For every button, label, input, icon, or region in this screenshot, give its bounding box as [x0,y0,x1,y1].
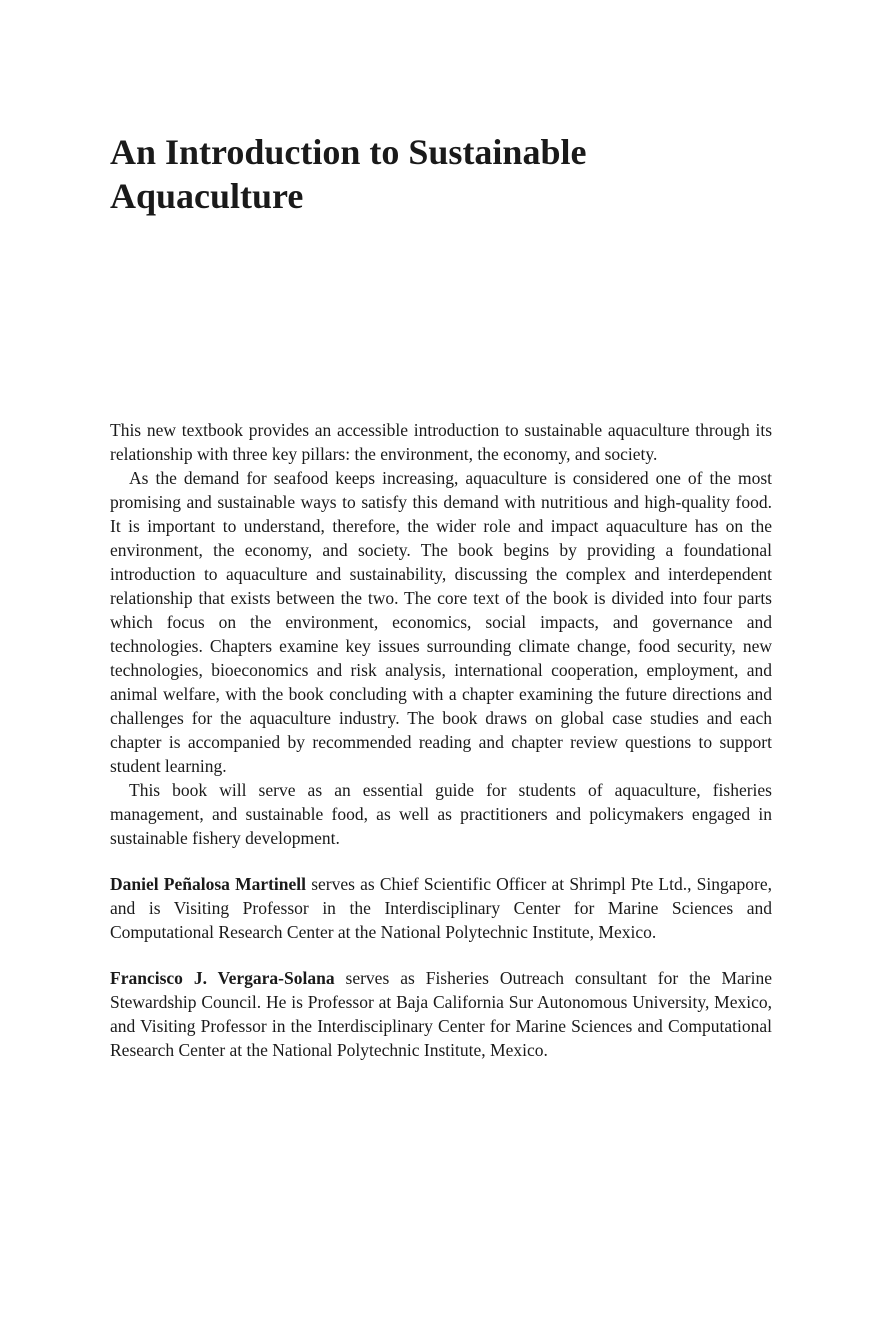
author-bio-text: serves as Fisheries Outreach consultant for the Marine Stewardship Council. He is Professor at Baja California Sur Autonomous University, Mexico, and Visiting Professor in the Interdisciplinary Center for Marine Sciences and Computational Research Center at the National Polytechnic Institute, Mexico. [110,968,772,1060]
book-title: An Introduction to Sustainable Aquaculture [110,132,587,216]
author-name: Francisco J. Vergara-Solana [110,968,335,988]
author-name: Daniel Peñalosa Martinell [110,874,307,894]
blurb-paragraph-description: As the demand for seafood keeps increasing, aquaculture is considered one of the most promising and sustainable ways to satisfy this demand with nutritious and high-quality food. It is important to understand, therefore, the wider role and impact aquaculture has on the environment, the economy, and society. The book begins by providing a foundational introduction to aquaculture and sustainability, discussing the complex and interdependent relationship that exists between the two. The core text of the book is divided into four parts which focus on the environment, economics, social impacts, and governance and technologies. Chapters examine key issues surrounding climate change, food security, new technologies, bioeconomics and risk analysis, international cooperation, employment, and animal welfare, with the book concluding with a chapter examining the future directions and challenges for the aquaculture industry. The book draws on global case studies and each chapter is accompanied by recommended reading and chapter review questions to support student learning. [110,468,772,776]
author-bio [110,872,772,944]
blurb-paragraph-overview: This new textbook provides an accessible introduction to sustainable aquaculture through its relationship with three key pillars: the environment, the economy, and society. [110,420,772,464]
author-bio-text: serves as Chief Scientific Officer at Shrimpl Pte Ltd., Singapore, and is Visiting Professor in the Interdisciplinary Center for Marine Sciences and Computational Research Center at the National Polytechnic Institute, Mexico. [110,874,772,942]
blurb-paragraph-audience: This book will serve as an essential guide for students of aquaculture, fisheries management, and sustainable food, as well as practitioners and policymakers engaged in sustainable fishery development. [110,780,772,848]
author-bio [110,966,772,1062]
book-blurb [110,418,772,1062]
